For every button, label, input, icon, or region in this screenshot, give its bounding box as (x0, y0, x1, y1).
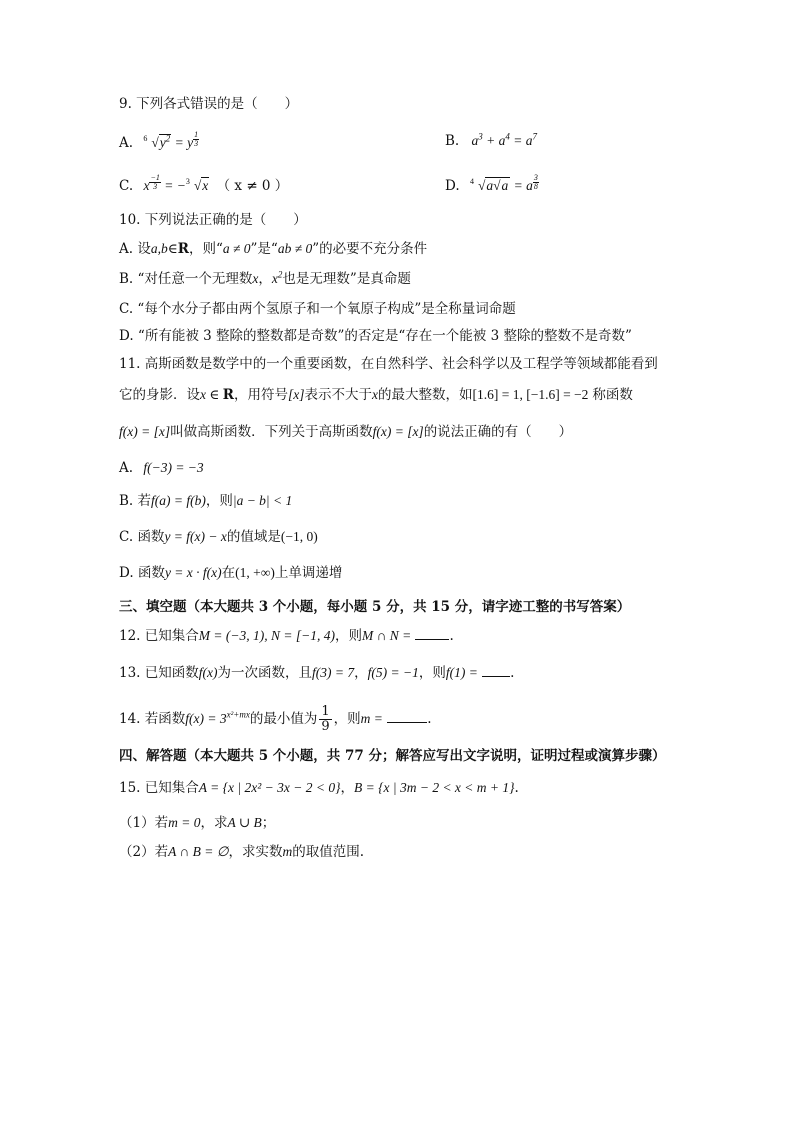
q9-option-c-condition: （ x ≠ 0 ） (216, 178, 289, 194)
q11-option-b: B. 若f(a) = f(b)，则|a − b| < 1 (119, 493, 293, 509)
q9-option-d (445, 174, 539, 196)
section3-heading: 三、填空题（本大题共 3 个小题，每小题 5 分，共 15 分，请字迹工整的书写答案） (119, 599, 631, 615)
q10-option-d: D. “所有能被 3 整除的整数都是奇数”的否定是“存在一个能被 3 整除的整数不是奇数” (119, 328, 632, 344)
q12: 12. 已知集合M = (−3, 1), N = [−1, 4)，则M ∩ N = . (119, 628, 454, 644)
q15-stem: 15. 已知集合A = {x | 2x² − 3x − 2 < 0}，B = {x | 3m − 2 < x < m + 1}. (119, 780, 519, 796)
q9-option-c-formula: x $\frac{-1}{3}$ = − 3 √x (143, 173, 209, 193)
q9-option-b-label: B. (445, 133, 460, 149)
q10-option-b: B. “对任意一个无理数x，$x^2$也是无理数”是真命题 (119, 269, 411, 287)
q9-option-a (119, 131, 199, 153)
q11-stem-line2: 它的身影．设x ∈ R，用符号[x]表示不大于x的最大整数，如[1.6] = 1, [−1.6] = −2 称函数 (119, 387, 633, 403)
q11-option-a: A. f(−3) = −3 (119, 460, 204, 476)
section4-heading: 四、解答题（本大题共 5 个小题，共 77 分；解答应写出文字说明，证明过程或演算步骤） (119, 748, 666, 764)
q9-option-d-label: D. (445, 178, 460, 194)
q9-option-c (119, 174, 288, 196)
q11-option-c: C. 函数y = f(x) − x的值域是(−1, 0) (119, 529, 318, 545)
q15-part2: （2）若A ∩ B = ∅，求实数m的取值范围. (119, 844, 365, 860)
q9-option-a-formula: 6 $√y^2 = y$ $\frac{1}{3}$ (143, 130, 199, 150)
q15-part1: （1）若m = 0，求A ∪ B； (119, 815, 276, 831)
q12-answer-blank[interactable] (415, 639, 449, 640)
q14-answer-blank[interactable] (387, 722, 427, 723)
q9-option-d-formula: 4 √a√a = a $\frac{3}{8}$ (469, 173, 538, 193)
q10-stem: 10. 下列说法正确的是（ ） (119, 212, 307, 228)
q11-option-d: D. 函数y = x · f(x)在(1, +∞)上单调递增 (119, 565, 343, 581)
q10-option-a: A. 设a,b∈R，则“a ≠ 0”是“ab ≠ 0”的必要不充分条件 (119, 241, 428, 257)
q14: 14. 若函数$f(x) = 3^{x^2+mx}$的最小值为 $\frac{1}{9}$ ，则m = . (119, 704, 432, 734)
q14-fraction: $\frac{1}{9}$ (321, 704, 330, 734)
q9-option-b-formula: $a^3 + a^4 = a^7$ (471, 131, 538, 148)
q9-option-c-label: C. (119, 178, 134, 194)
q13: 13. 已知函数f(x)为一次函数，且f(3) = 7，f(5) = −1，则f(1) = . (119, 665, 515, 681)
q9-stem: 9. 下列各式错误的是（ ） (119, 96, 299, 112)
q9-option-a-label: A. (119, 135, 134, 151)
q13-answer-blank[interactable] (482, 676, 510, 677)
q10-option-c: C. “每个水分子都由两个氢原子和一个氧原子构成”是全称量词命题 (119, 301, 516, 317)
q11-stem-line3: f(x) = [x]叫做高斯函数．下列关于高斯函数f(x) = [x]的说法正确的有（ ） (119, 424, 573, 440)
q11-stem-line1: 11. 高斯函数是数学中的一个重要函数，在自然科学、社会科学以及工程学等领域都能看到 (119, 356, 658, 372)
q9-option-b (445, 131, 537, 151)
